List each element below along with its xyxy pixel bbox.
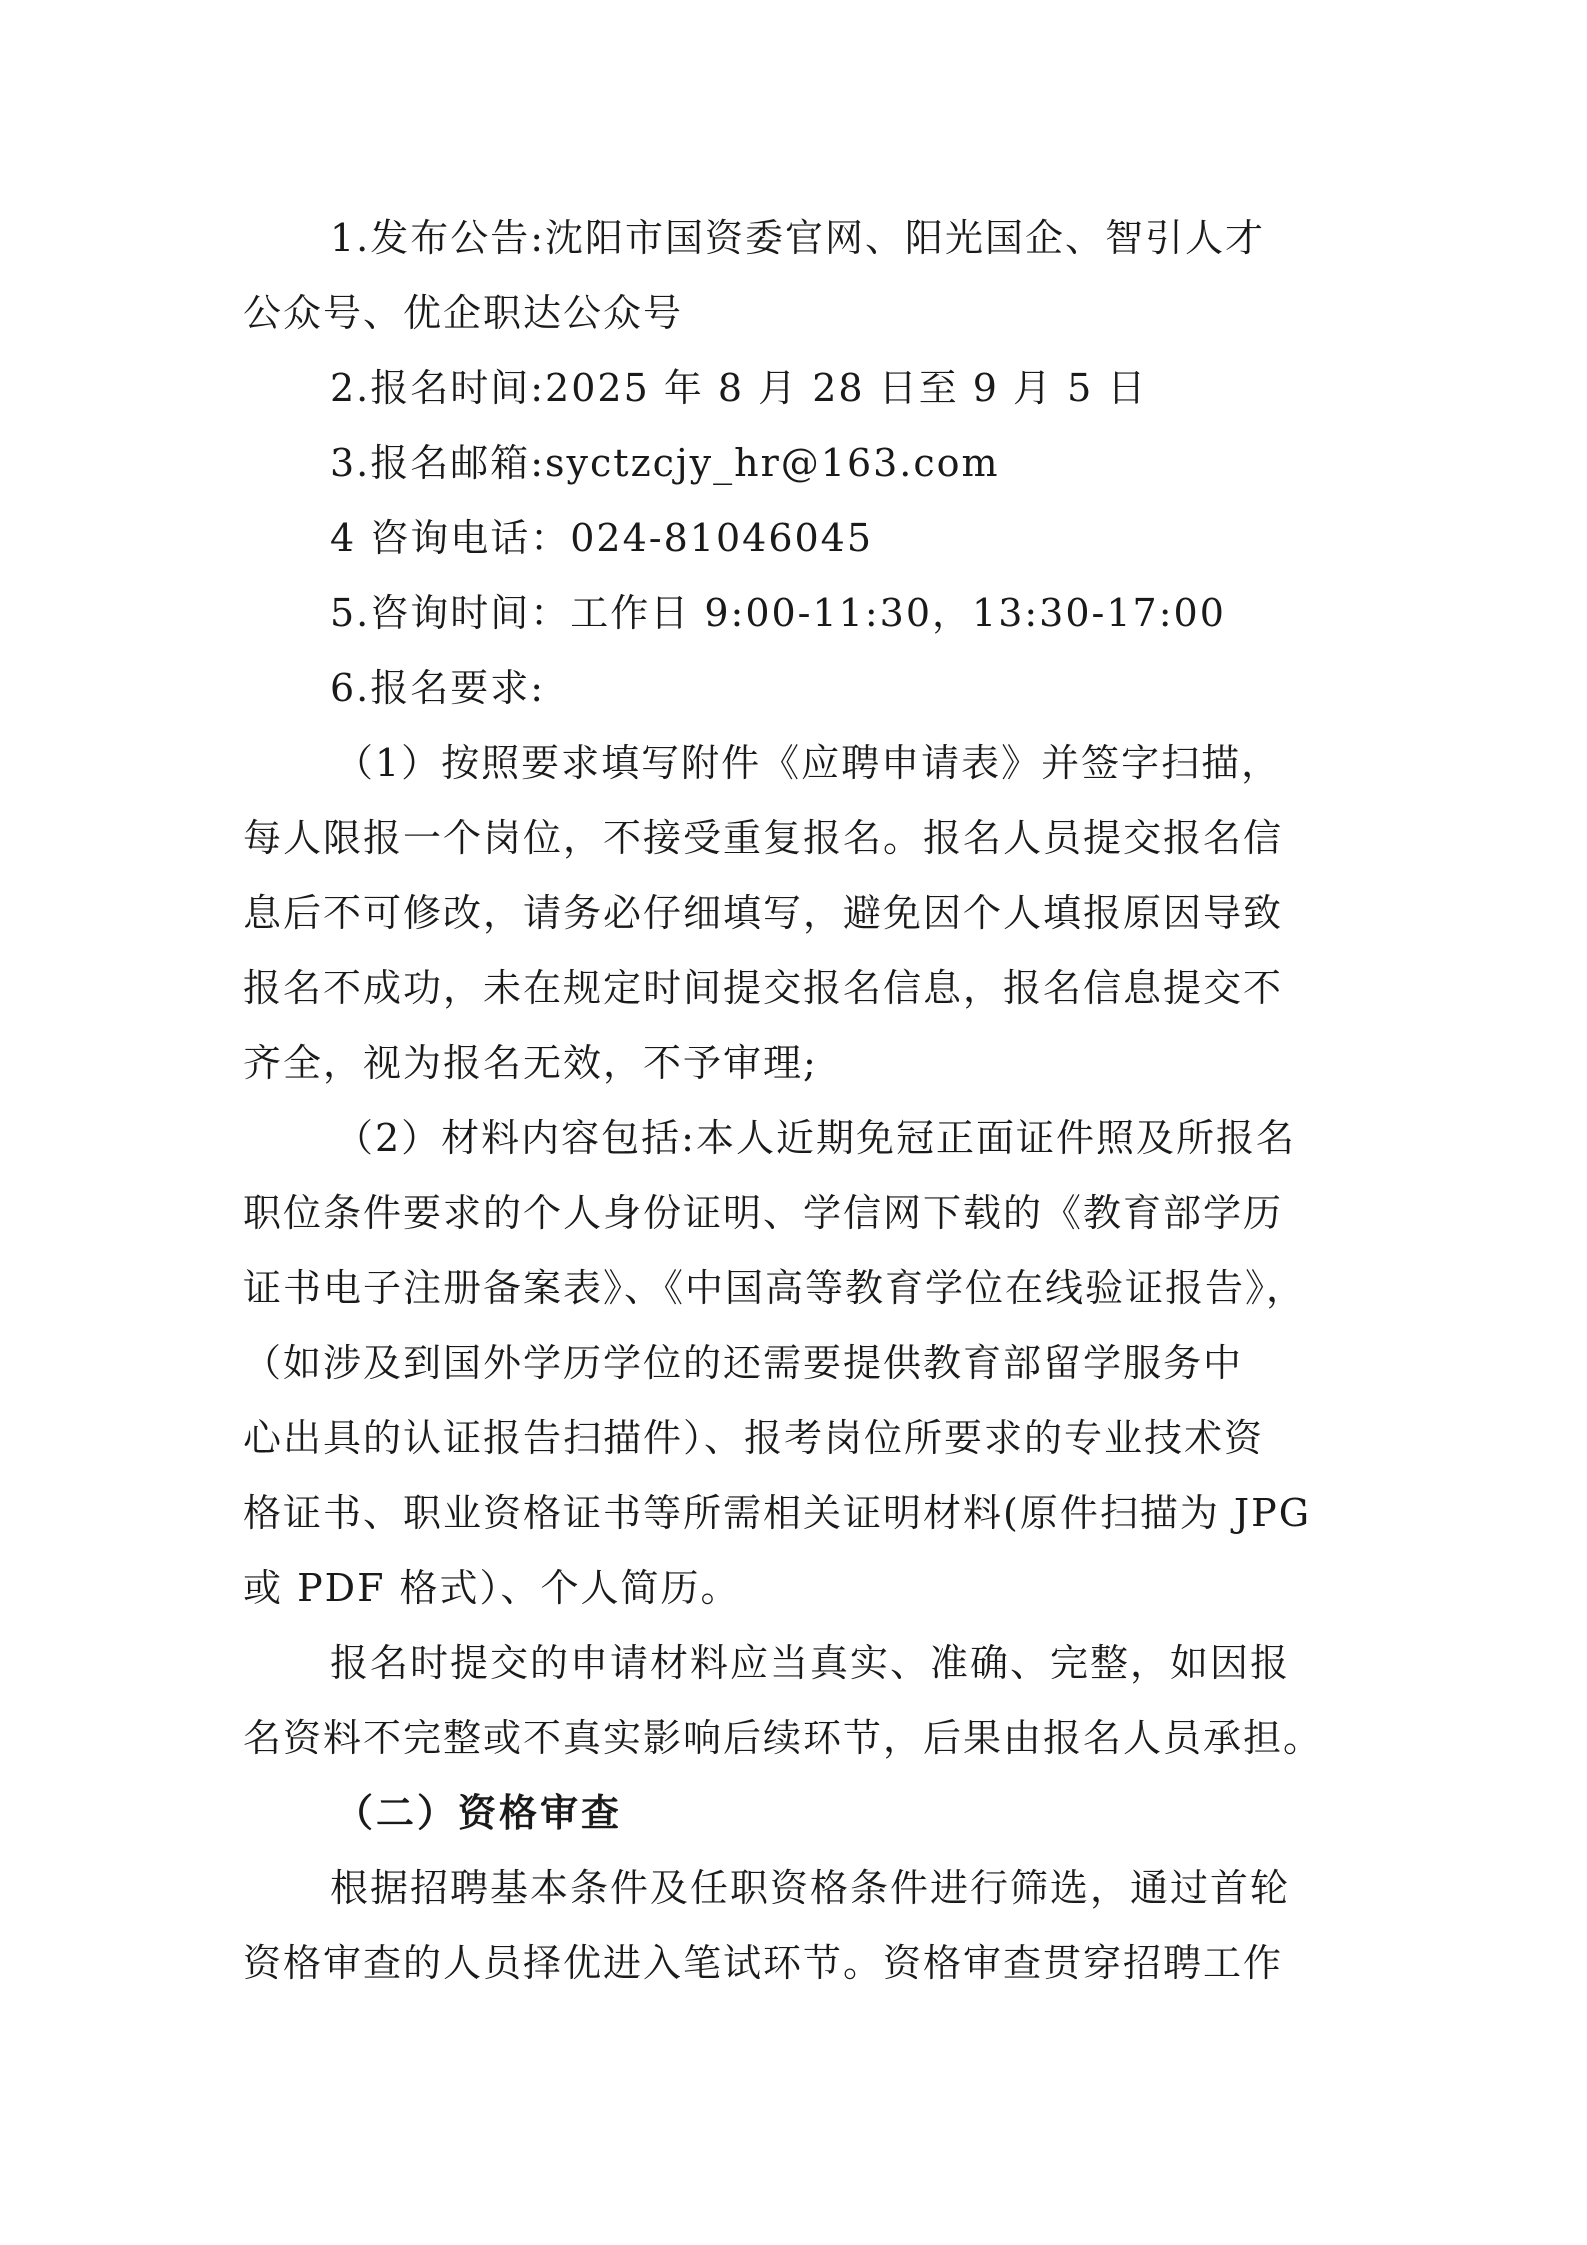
text-line: （1）按照要求填写附件《应聘申请表》并签字扫描， xyxy=(335,741,1282,785)
text-line: （2）材料内容包括:本人近期免冠正面证件照及所报名 xyxy=(335,1116,1296,1160)
text-line: 或 PDF 格式）、个人简历。 xyxy=(243,1566,741,1610)
section-heading: （二）资格审查 xyxy=(335,1791,623,1835)
text-line: （如涉及到国外学历学位的还需要提供教育部留学服务中 xyxy=(243,1341,1244,1385)
text-line: 3.报名邮箱:syctzcjy_hr@163.com xyxy=(330,441,1000,485)
text-line: 报名时提交的申请材料应当真实、准确、完整，如因报 xyxy=(330,1641,1291,1685)
text-line: 1.发布公告:沈阳市国资委官网、阳光国企、智引人才 xyxy=(330,216,1266,260)
text-line: 4 咨询电话：024-81046045 xyxy=(330,516,874,560)
text-line: 心出具的认证报告扫描件）、报考岗位所要求的专业技术资 xyxy=(243,1416,1265,1460)
text-line: 息后不可修改，请务必仔细填写，避免因个人填报原因导致 xyxy=(243,891,1284,935)
text-line: 公众号、优企职达公众号 xyxy=(243,291,684,335)
text-line: 齐全，视为报名无效，不予审理; xyxy=(243,1041,818,1085)
text-line: 每人限报一个岗位，不接受重复报名。报名人员提交报名信 xyxy=(243,816,1284,860)
text-line: 2.报名时间:2025 年 8 月 28 日至 9 月 5 日 xyxy=(330,366,1148,410)
text-line: 根据招聘基本条件及任职资格条件进行筛选，通过首轮 xyxy=(330,1866,1291,1910)
text-line: 职位条件要求的个人身份证明、学信网下载的《教育部学历 xyxy=(243,1191,1284,1235)
text-line: 证书电子注册备案表》、《中国高等教育学位在线验证报告》， xyxy=(243,1266,1307,1310)
text-line: 资格审查的人员择优进入笔试环节。资格审查贯穿招聘工作 xyxy=(243,1941,1284,1985)
text-line: 6.报名要求: xyxy=(330,666,546,710)
text-line: 报名不成功，未在规定时间提交报名信息，报名信息提交不 xyxy=(243,966,1284,1010)
text-line: 格证书、职业资格证书等所需相关证明材料(原件扫描为 JPG xyxy=(243,1491,1312,1535)
text-line: 5.咨询时间：工作日 9:00-11:30，13:30-17:00 xyxy=(330,591,1226,635)
text-line: 名资料不完整或不真实影响后续环节，后果由报名人员承担。 xyxy=(243,1716,1324,1760)
